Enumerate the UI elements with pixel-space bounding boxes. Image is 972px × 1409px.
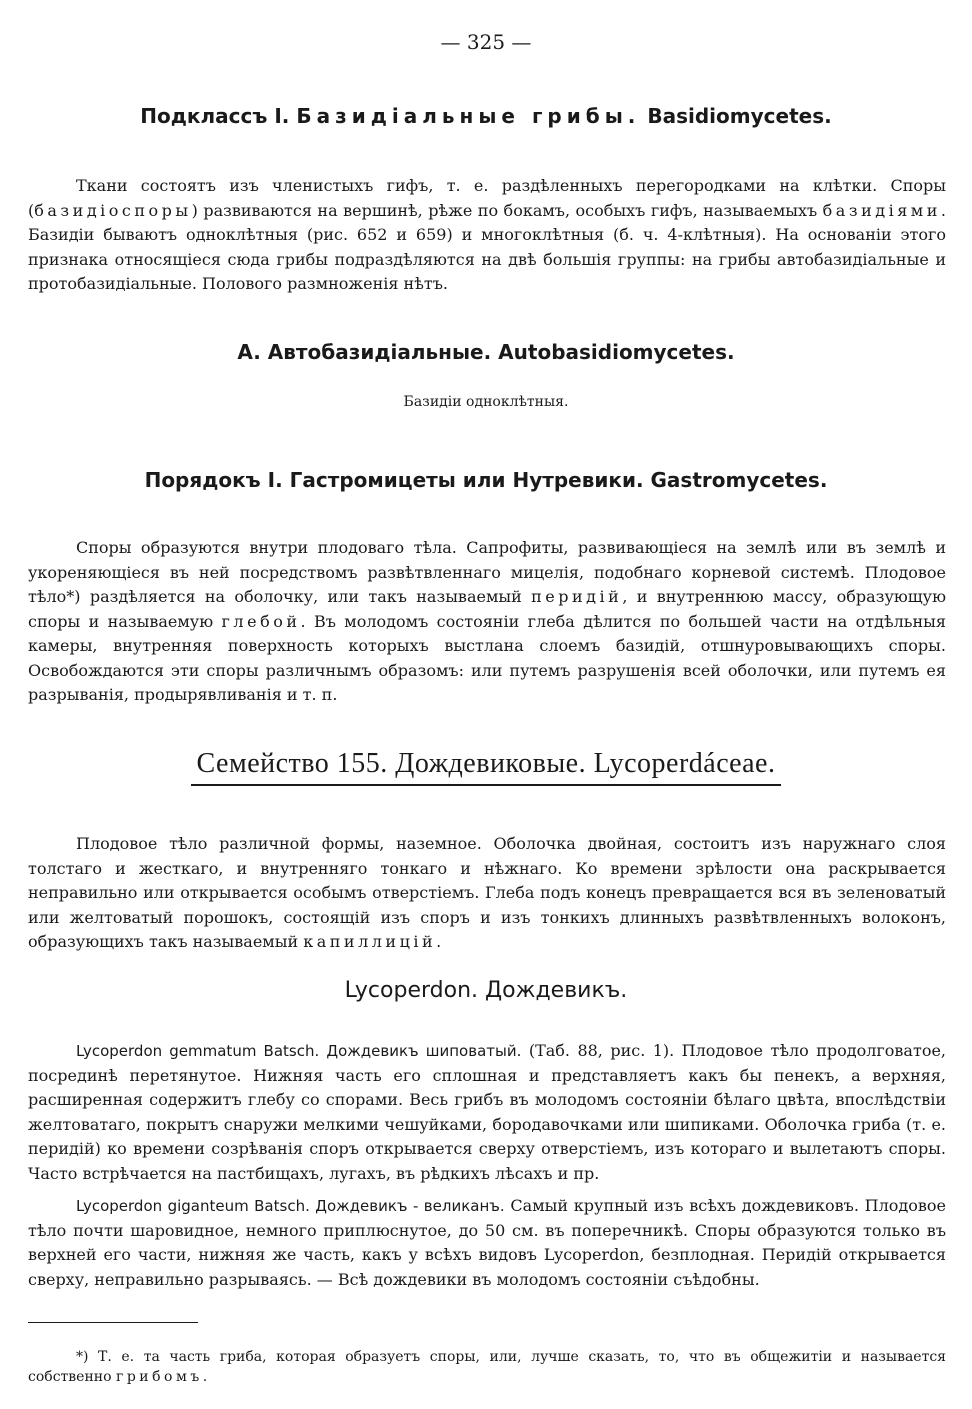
text-run: , и внутреннюю массу, образующую споры и называемую xyxy=(28,587,947,631)
footnote-divider xyxy=(28,1322,198,1323)
group-heading: A. Автобазидіальные. Autobasidiomycetes. xyxy=(237,340,735,364)
subclass-paragraph xyxy=(28,174,946,297)
subclass-prefix: Подклассъ I. xyxy=(140,104,290,128)
spaced-term: глебой xyxy=(221,611,301,631)
family-title: Семейство 155. Дождевиковые. Lycoperdáceae. xyxy=(191,748,782,786)
subclass-heading xyxy=(0,104,972,128)
footnote xyxy=(28,1347,946,1387)
species-gemmatum-paragraph xyxy=(28,1039,946,1186)
genus-heading: Lycoperdon. Дождевикъ. xyxy=(344,978,628,1003)
species-giganteum-text: Самый крупный изъ всѣхъ дождевиковъ. Плодовое тѣло почти шаровидное, немного приплюснутое, до 50 см. въ поперечникѣ. Споры образуются только въ верхней его части, нижняя же часть, какъ у всѣхъ видовъ Lycoperdon, безплодная. Перидій открывается сверху, неправильно разрываясь. — Всѣ дождевики въ молодомъ состояніи съѣдобны. xyxy=(28,1196,947,1289)
order-paragraph xyxy=(28,536,946,708)
spaced-term: грибомъ xyxy=(116,1369,203,1385)
text-run: . xyxy=(436,932,442,951)
page-number: — 325 — xyxy=(440,30,532,54)
text-run: ) развиваются на вершинѣ, рѣже по бокамъ, особыхъ гифъ, называемыхъ xyxy=(191,200,823,220)
order-heading: Порядокъ I. Гастромицеты или Нутревики. Gastromycetes. xyxy=(144,468,828,492)
group-note: Базидіи одноклѣтныя. xyxy=(403,394,569,410)
subclass-latin: Basidiomycetes. xyxy=(647,104,832,128)
text-run: . Въ молодомъ состояніи глеба дѣлится по большей части на отдѣльныя камеры, внутренняя поверхность которыхъ выстлана слоемъ базидій, отшнуровывающихъ споры. Освобождаются эти споры различнымъ образомъ: или путемъ разрушенія всей оболочки, или путемъ ея разрыванія, продырявливанія и т. п. xyxy=(28,611,947,704)
species-gemmatum-text: (Таб. 88, рис. 1). Плодовое тѣло продолговатое, посрединѣ перетянутое. Нижняя часть его сплошная и представляетъ какъ бы пенекъ, а верхняя, расширенная содержитъ глебу со спорами. Весь грибъ въ молодомъ состояніи бѣлаго цвѣта, впослѣдствіи желтоватаго, покрытъ снаружи мелкими чешуйками, бородавочками или шипиками. Оболочка гриба (т. е. перидій) ко времени созрѣванія споръ открывается сверху отверстіемъ, изъ котораго и вылетаютъ споры. Часто встрѣчается на пастбищахъ, лугахъ, въ рѣдкихъ лѣсахъ и пр. xyxy=(28,1041,946,1183)
text-run: . Базидіи бываютъ одноклѣтныя (рис. 652 и 659) и многоклѣтныя (б. ч. 4-клѣтныя). На основаніи этого признака относящіеся сюда грибы подраздѣляются на двѣ большія группы: на грибы автобазидіальные и протобазидіальные. Полового размноженія нѣтъ. xyxy=(28,200,946,293)
spaced-term: базидіями xyxy=(822,200,941,220)
family-heading xyxy=(0,748,972,786)
species-giganteum-paragraph xyxy=(28,1194,946,1292)
subclass-title: Базидіальные грибы. xyxy=(296,104,641,128)
species-giganteum-name: Lycoperdon giganteum Batsch. Дождевикъ - великанъ. xyxy=(76,1197,505,1215)
spaced-term: капиллицій xyxy=(303,932,437,951)
text-run: Ткани состоятъ изъ членистыхъ гифъ, т. е. раздѣленныхъ перегородками на клѣтки. Споры ( xyxy=(28,176,946,220)
text-run: *) Т. е. та часть гриба, которая образуетъ споры, или, лучше сказать, то, что въ общежитіи и называется собственно xyxy=(28,1349,946,1385)
text-run: . xyxy=(202,1369,208,1385)
text-run: Споры образуются внутри плодоваго тѣла. Сапрофиты, развивающіеся на землѣ или въ землѣ и укореняющіеся въ ней посредствомъ развѣтвленнаго мицелія, подобнаго корневой системѣ. Плодовое тѣло*) раздѣляется на оболочку, или такъ называемый xyxy=(28,538,946,606)
family-paragraph xyxy=(28,832,946,955)
spaced-term: базидіоспоры xyxy=(34,200,192,220)
spaced-term: перидій xyxy=(531,587,623,606)
species-gemmatum-name: Lycoperdon gemmatum Batsch. Дождевикъ шиповатый. xyxy=(76,1042,522,1060)
text-run: Плодовое тѣло различной формы, наземное. Оболочка двойная, состоитъ изъ наружнаго слоя толстаго и жесткаго, и внутренняго тонкаго и нѣжнаго. Ко времени зрѣлости она раскрывается неправильно или открывается особымъ отверстіемъ. Глеба подъ конецъ превращается вся въ зеленоватый или желтоватый порошокъ, состоящій изъ споръ и изъ тонкихъ длинныхъ развѣтвленныхъ волоконъ, образующихъ такъ называемый xyxy=(28,834,946,951)
